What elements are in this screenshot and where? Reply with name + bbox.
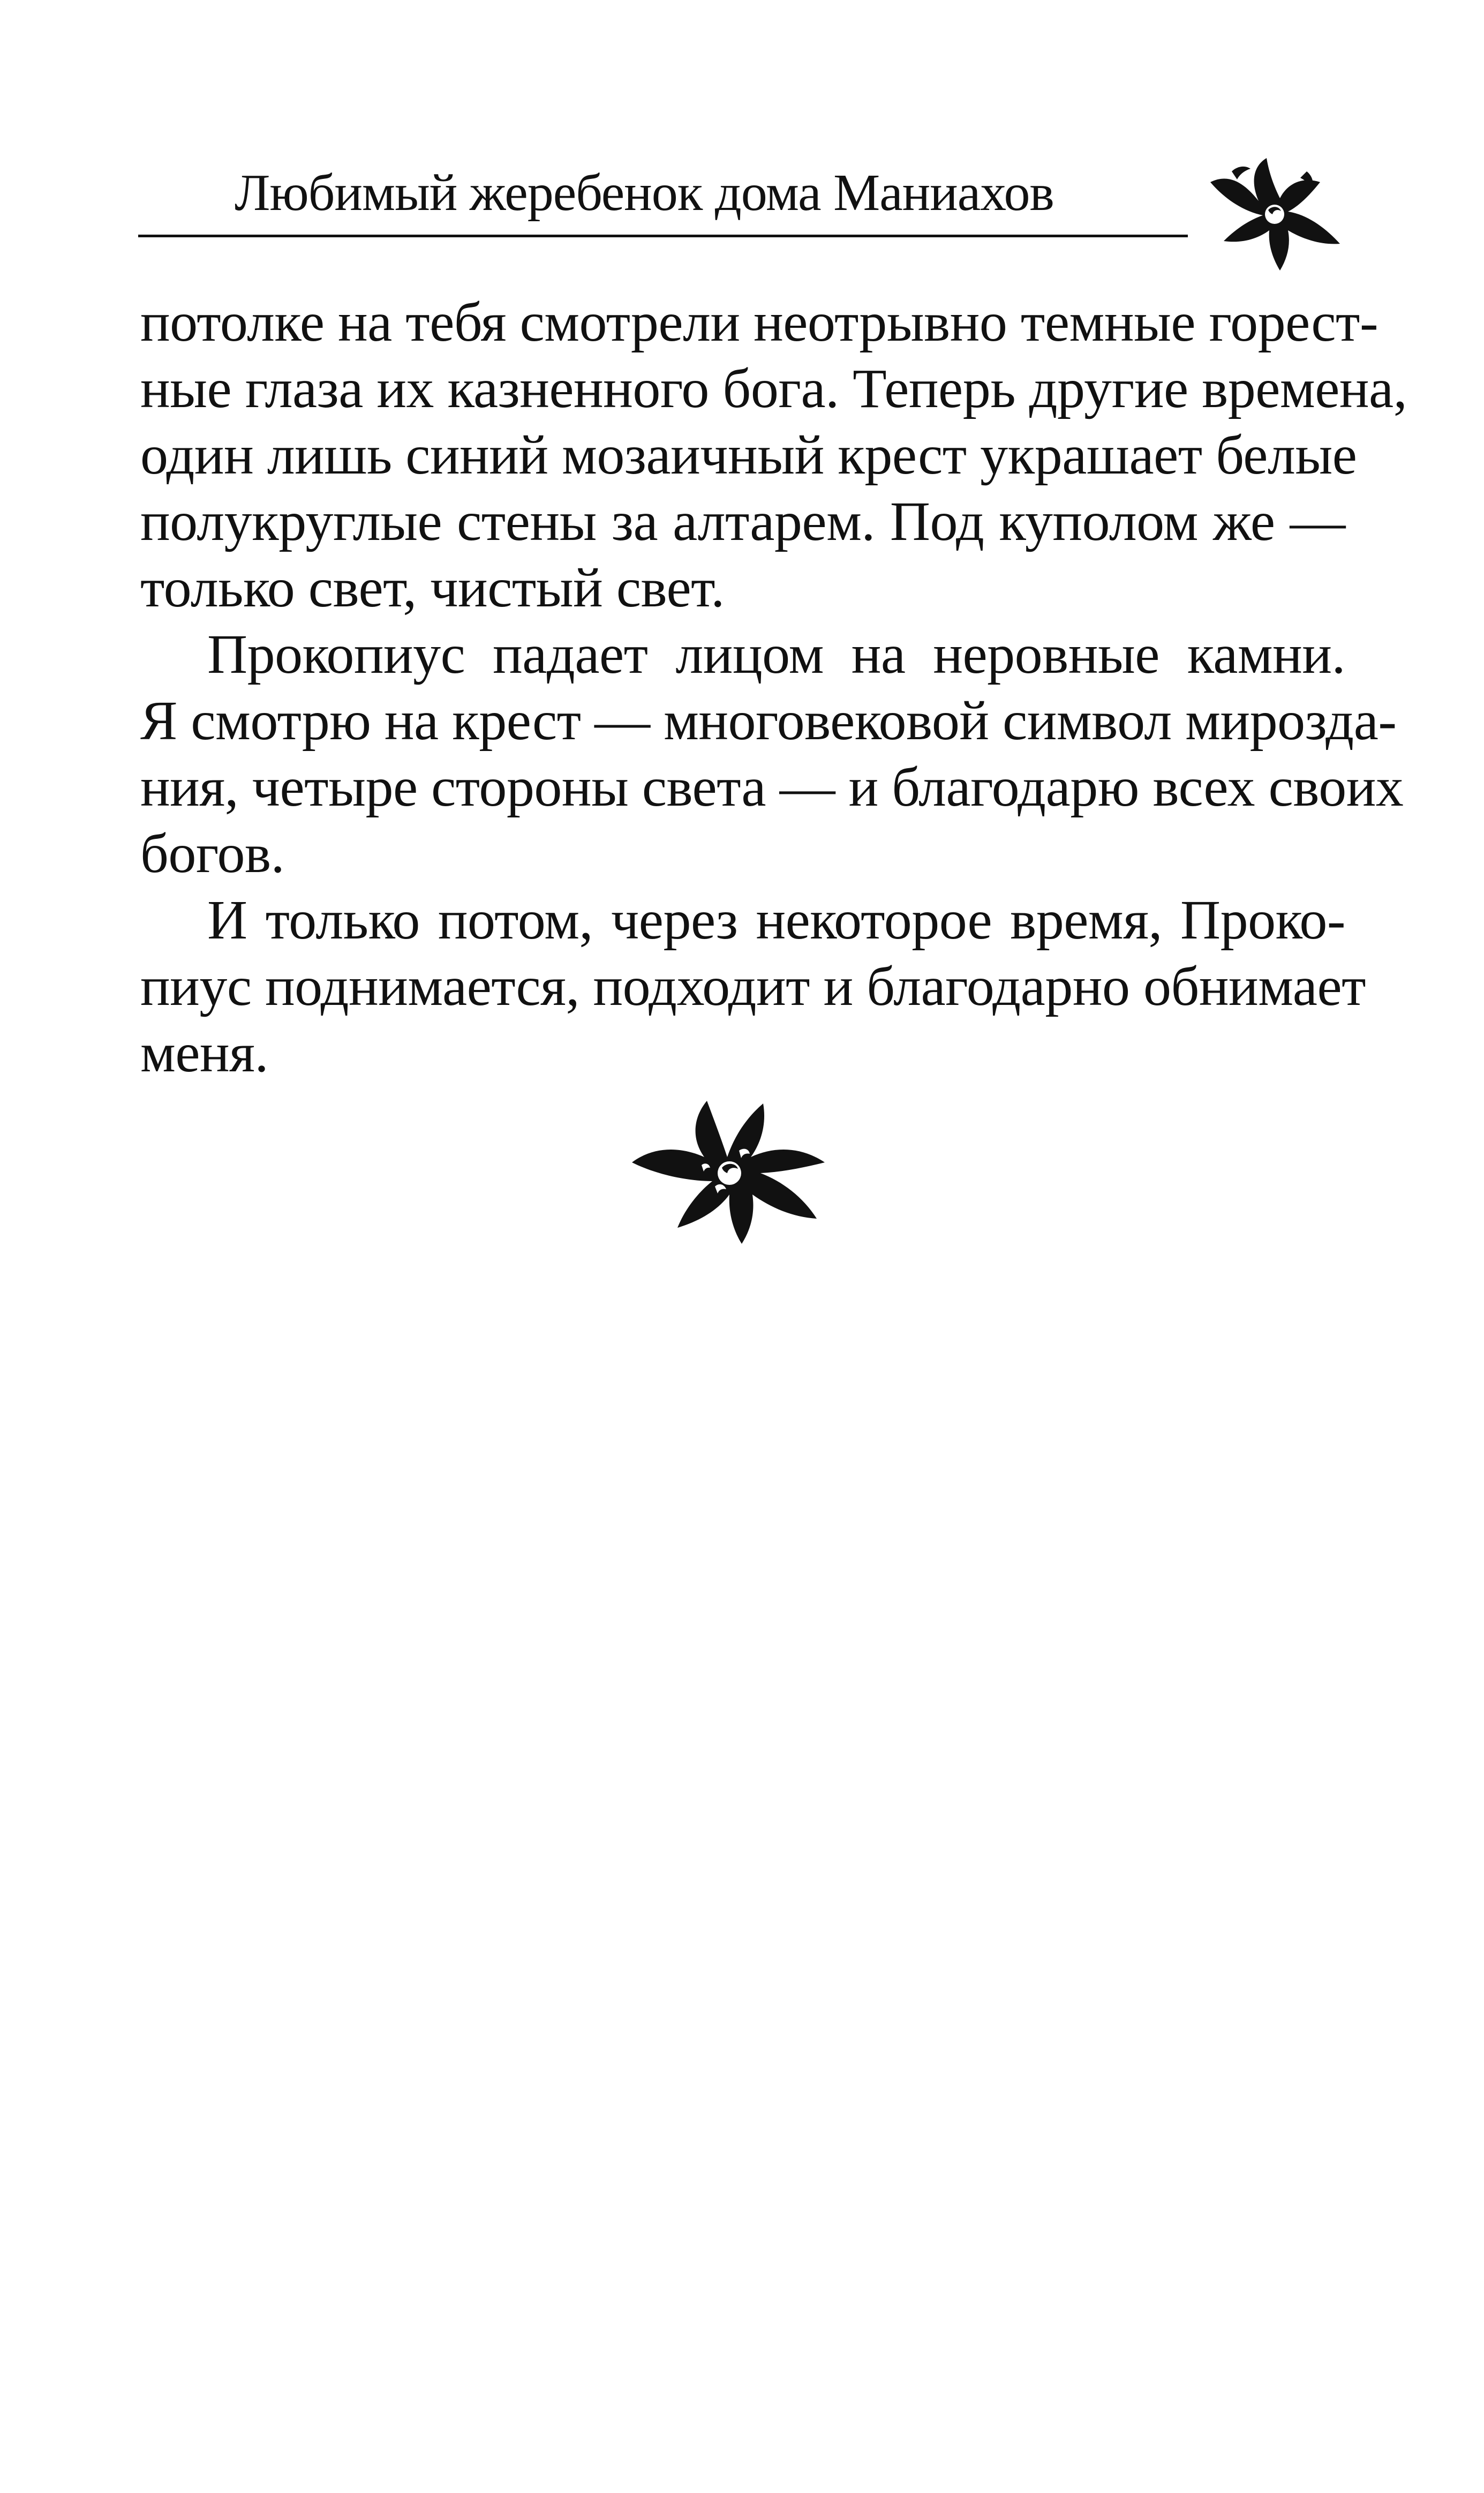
text-line: И только потом, через некоторое время, Проко- xyxy=(207,889,1345,951)
text-line: пиус поднимается, подходит и благодарно обнимает xyxy=(140,956,1366,1017)
text-line: ния, четыре стороны света — и благодарю всех своих xyxy=(140,756,1404,818)
floral-ornament-icon xyxy=(1200,150,1344,273)
header-rule xyxy=(138,235,1188,237)
running-head xyxy=(138,145,1209,246)
text-line: полукруглые стены за алтарем. Под куполом же — xyxy=(140,491,1345,552)
running-title: Любимый жеребенок дома Маниахов xyxy=(235,164,1054,222)
text-line: один лишь синий мозаичный крест украшает белые xyxy=(140,424,1357,486)
text-line: потолке на тебя смотрели неотрывно темные горест- xyxy=(140,291,1378,353)
paragraph-2 xyxy=(140,621,1404,887)
text-line: Я смотрю на крест — многовековой символ мирозда- xyxy=(140,690,1397,752)
text-line: меня. xyxy=(140,1022,268,1084)
paragraph-3 xyxy=(140,887,1366,1086)
floral-ornament-icon xyxy=(627,1087,830,1248)
text-line: богов. xyxy=(140,823,285,884)
text-line: Прокопиус падает лицом на неровные камни. xyxy=(207,624,1345,685)
text-line: только свет, чистый свет. xyxy=(140,557,725,619)
paragraph-1 xyxy=(140,289,1407,621)
body-text xyxy=(140,289,1407,1086)
text-line: ные глаза их казненного бога. Теперь другие времена, xyxy=(140,358,1407,419)
